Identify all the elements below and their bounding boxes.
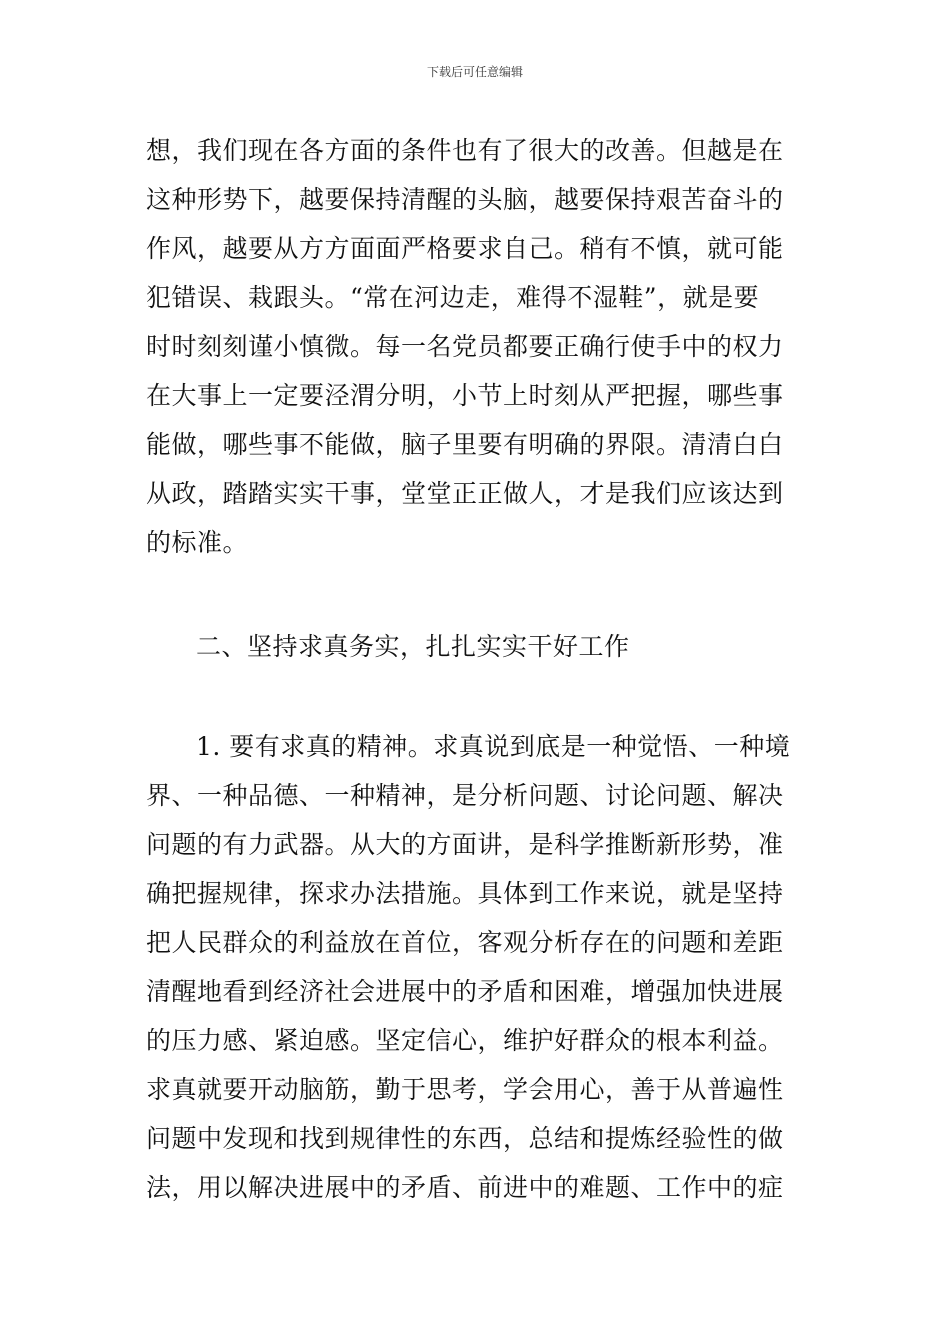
paragraph-line: 问题的有力武器。从大的方面讲，是科学推断新形势，准 — [146, 830, 784, 859]
paragraph-line: 在大事上一定要泾渭分明，小节上时刻从严把握，哪些事 — [146, 381, 784, 410]
paragraph-line: 求真就要开动脑筋，勤于思考，学会用心，善于从普遍性 — [146, 1075, 784, 1104]
section-heading: 二、坚持求真务实，扎扎实实干好工作 — [196, 632, 630, 661]
page-header-note: 下载后可任意编辑 — [426, 65, 523, 79]
paragraph-line: 的压力感、紧迫感。坚定信心，维护好群众的根本利益。 — [146, 1026, 784, 1055]
paragraph-line: 确把握规律，探求办法措施。具体到工作来说，就是坚持 — [146, 879, 784, 908]
paragraph-line: 犯错误、栽跟头。“常在河边走，难得不湿鞋”，就是要 — [146, 283, 760, 312]
paragraph-line: 把人民群众的利益放在首位，客观分析存在的问题和差距 — [146, 928, 784, 957]
paragraph-line: 的标准。 — [146, 528, 249, 557]
paragraph-line: 法，用以解决进展中的矛盾、前进中的难题、工作中的症 — [146, 1173, 784, 1202]
paragraph-line: 能做，哪些事不能做，脑子里要有明确的界限。清清白白 — [146, 430, 784, 459]
paragraph-line: 时时刻刻谨小慎微。每一名党员都要正确行使手中的权力 — [146, 332, 784, 361]
paragraph-line: 清醒地看到经济社会进展中的矛盾和困难，增强加快进展 — [146, 977, 784, 1006]
paragraph-line: 想，我们现在各方面的条件也有了很大的改善。但越是在 — [146, 136, 784, 165]
paragraph-line: 1. 要有求真的精神。求真说到底是一种觉悟、一种境 — [196, 732, 791, 761]
paragraph-2 — [146, 722, 812, 1212]
paragraph-line: 界、一种品德、一种精神，是分析问题、讨论问题、解决 — [146, 781, 784, 810]
paragraph-line: 作风，越要从方方面面严格要求自己。稍有不慎，就可能 — [146, 234, 784, 263]
paragraph-line: 这种形势下，越要保持清醒的头脑，越要保持艰苦奋斗的 — [146, 185, 784, 214]
paragraph-line: 从政，踏踏实实干事，堂堂正正做人，才是我们应该达到 — [146, 479, 784, 508]
paragraph-1 — [146, 126, 812, 567]
paragraph-line: 问题中发现和找到规律性的东西，总结和提炼经验性的做 — [146, 1124, 784, 1153]
